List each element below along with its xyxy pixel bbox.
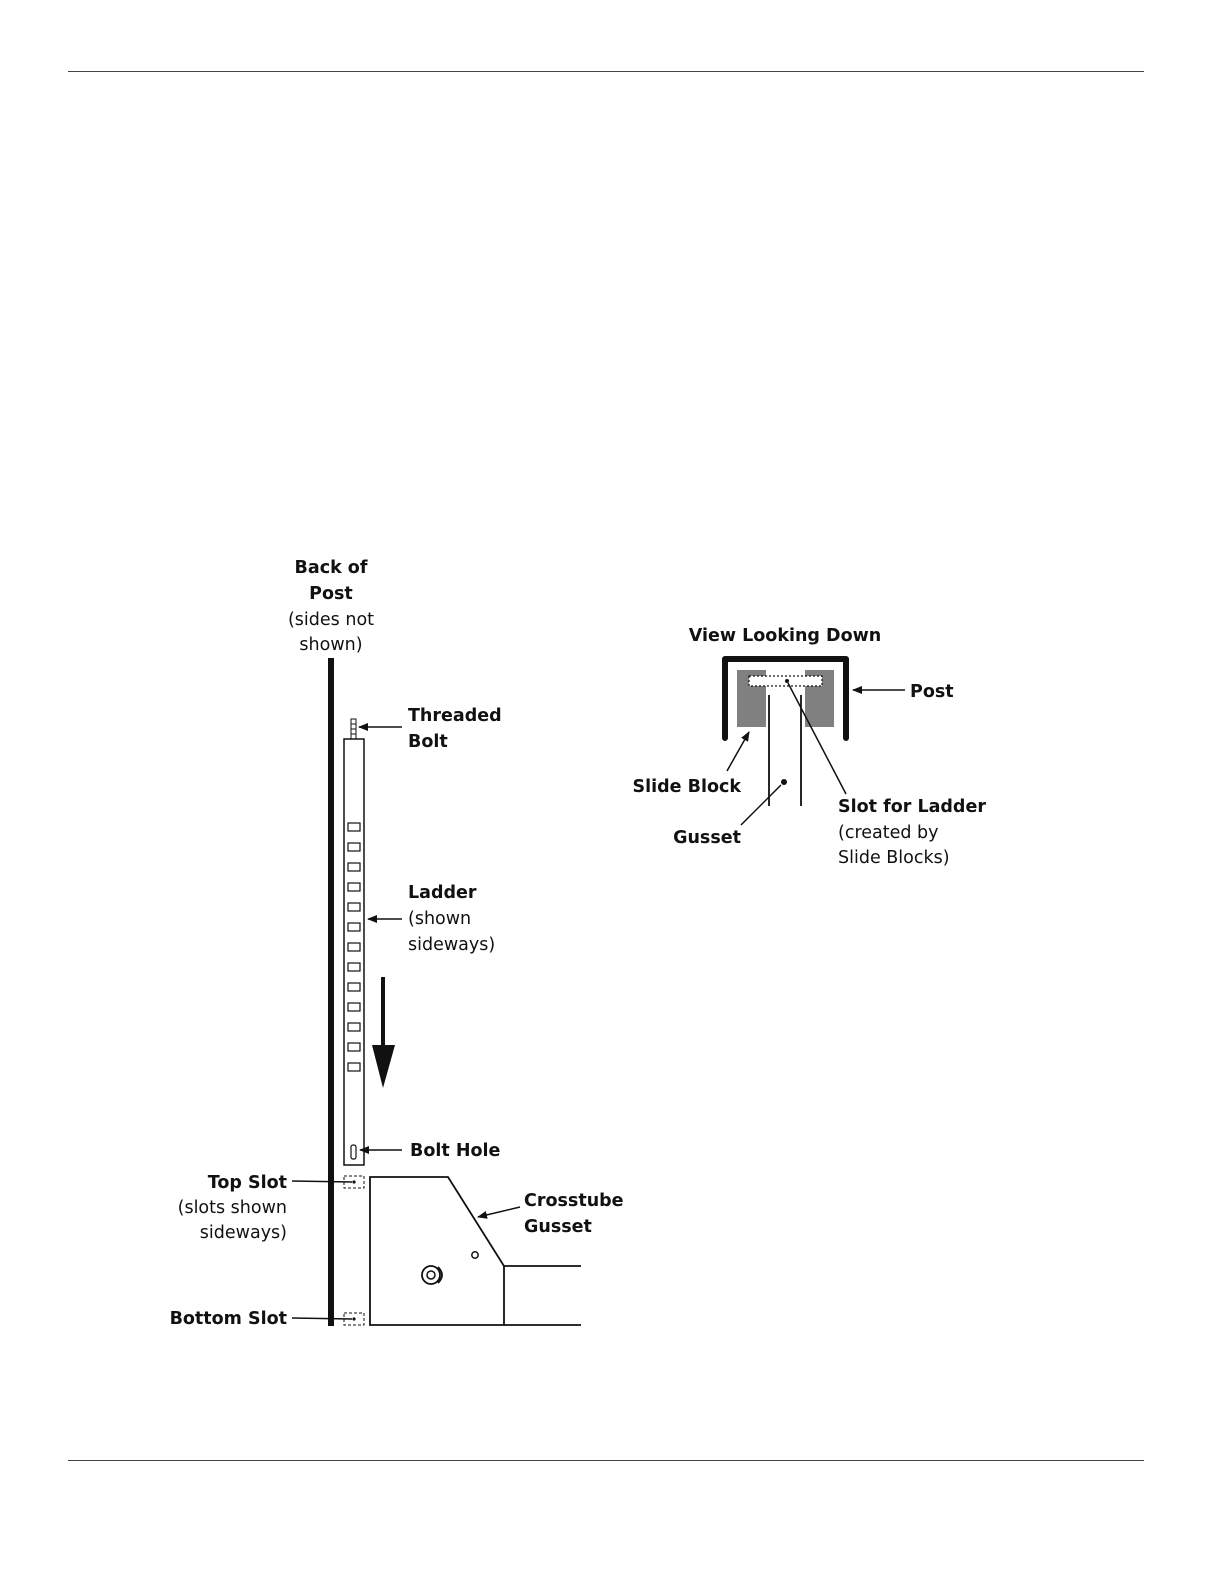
ladder-rung <box>348 1023 360 1031</box>
top-slot-leader <box>292 1181 352 1182</box>
bolt-hole-label: Bolt Hole <box>410 1141 501 1161</box>
slot-for-ladder-label-1: Slot for Ladder <box>838 797 986 817</box>
ladder-rung <box>348 923 360 931</box>
top-view <box>633 626 987 868</box>
ladder-rung <box>348 943 360 951</box>
ladder-rung <box>348 843 360 851</box>
gusset-small-hole <box>472 1252 478 1258</box>
ladder-rung <box>348 1003 360 1011</box>
post-label: Post <box>910 682 954 702</box>
top-slot-label-3: sideways) <box>199 1223 287 1243</box>
threaded-bolt-label-2: Bolt <box>408 732 448 752</box>
bottom-slot-dot <box>352 1317 355 1320</box>
slide-block-label: Slide Block <box>632 777 741 797</box>
crosstube-gusset-outline <box>370 1177 504 1325</box>
back-of-post-label-3: (sides not <box>287 610 375 630</box>
slot-for-ladder-label-3: Slide Blocks) <box>838 848 950 868</box>
gusset-label: Gusset <box>673 828 741 848</box>
back-of-post-label-1: Back of <box>294 558 368 578</box>
slot-for-ladder-label-2: (created by <box>838 823 939 843</box>
ladder-label-3: sideways) <box>408 935 496 955</box>
side-view <box>170 558 624 1329</box>
threaded-bolt-label-1: Threaded <box>408 706 502 726</box>
bottom-slot-label: Bottom Slot <box>169 1309 287 1329</box>
gusset-pin <box>781 779 787 785</box>
ladder-label-2: (shown <box>408 909 472 929</box>
ladder-rung <box>348 1043 360 1051</box>
bottom-slot-leader <box>292 1318 352 1319</box>
top-slot-label-1: Top Slot <box>207 1173 287 1193</box>
gusset-leader <box>741 785 781 825</box>
ladder-rung <box>348 963 360 971</box>
back-of-post-label-4: shown) <box>299 635 363 655</box>
ladder-rung <box>348 903 360 911</box>
slide-block-leader <box>727 732 749 771</box>
bolt-hole <box>351 1145 356 1159</box>
crosstube-gusset-leader <box>478 1207 520 1217</box>
ladder-rung <box>348 983 360 991</box>
ladder-rung <box>348 883 360 891</box>
top-slot-dot <box>352 1180 355 1183</box>
back-of-post-label-2: Post <box>309 584 353 604</box>
top-slot-label-2: (slots shown <box>177 1198 287 1218</box>
view-looking-down-title: View Looking Down <box>688 626 882 646</box>
gusset-bolt-inner <box>427 1271 435 1279</box>
crosstube-gusset-label-1: Crosstube <box>524 1191 624 1211</box>
ladder-rung <box>348 1063 360 1071</box>
ladder-label-1: Ladder <box>408 883 477 903</box>
ladder-rung <box>348 823 360 831</box>
ladder-bar <box>344 739 364 1165</box>
ladder-rung <box>348 863 360 871</box>
insertion-arrow-head <box>372 1045 395 1088</box>
crosstube-gusset-label-2: Gusset <box>524 1217 592 1237</box>
ladder-slot-dot <box>785 679 789 683</box>
